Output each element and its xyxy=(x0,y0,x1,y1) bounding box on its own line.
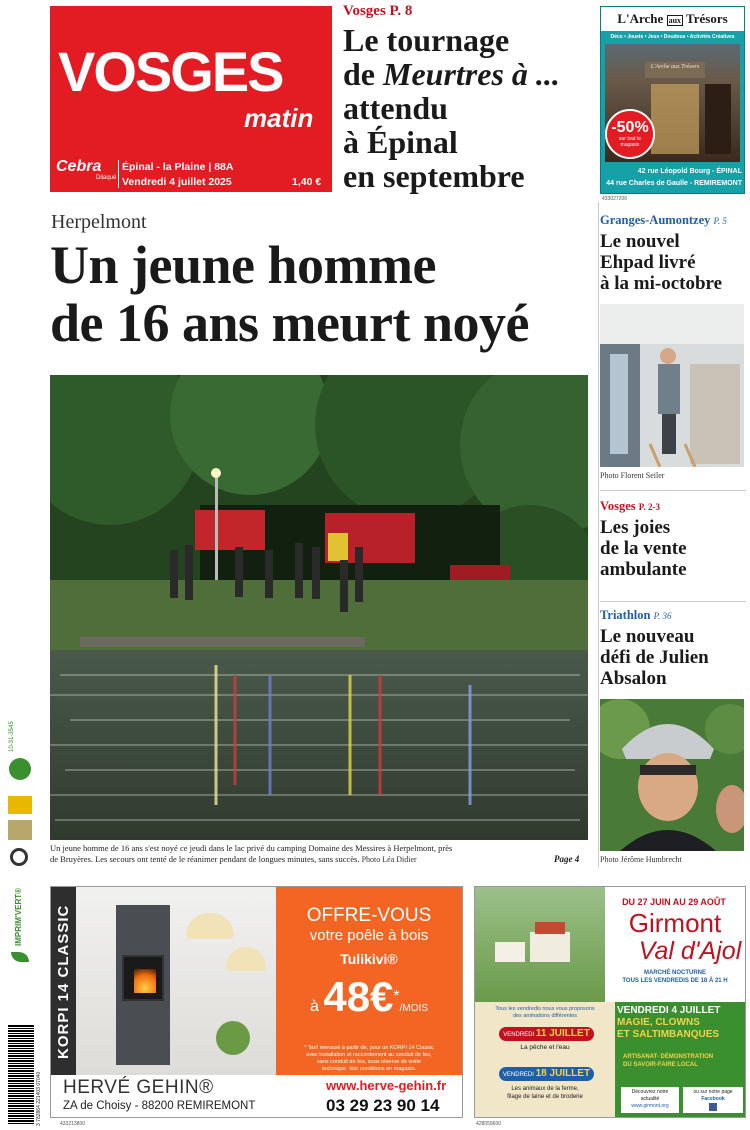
ad-girmont-event-1-text: La pêche et l'eau xyxy=(520,1044,570,1051)
ad-girmont-dates: DU 27 JUIN AU 29 AOÛT xyxy=(622,897,726,907)
ad-poele-brand: Tulikivi® xyxy=(340,951,398,967)
main-photo-credit: Photo Léa Didier xyxy=(361,855,417,864)
ad-girmont-ref: 428059600 xyxy=(476,1121,502,1127)
ad-girmont-discover[interactable]: Découvrez notre actualité www.girmont.org xyxy=(621,1087,679,1113)
spiral-icon xyxy=(10,848,28,866)
top-story-headline: Le tournage de Meurtres à ... attendu à Épinal en septembre xyxy=(343,22,560,194)
ad-arche-title: L'Arche aux Trésors xyxy=(601,7,744,31)
imprim-vert-leaf-icon xyxy=(11,952,29,962)
print-logo xyxy=(8,820,32,840)
sidebar-headline-ehpad: Le nouvel Ehpad livré à la mi-octobre xyxy=(600,231,723,294)
sidebar-headline-absalon: Le nouveau défi de Julien Absalon xyxy=(600,626,709,689)
sidebar-kicker-triathlon: Triathlon xyxy=(600,608,651,622)
ad-poele-ref: 433213800 xyxy=(60,1121,86,1127)
ad-girmont-town: Girmont Val d'Ajol xyxy=(628,908,742,965)
ad-poele-phone[interactable]: 03 29 23 90 14 xyxy=(326,1096,440,1115)
masthead-divider xyxy=(118,160,119,188)
main-story-headline[interactable]: Un jeune homme de 16 ans meurt noyé xyxy=(50,235,529,353)
barcode-number: 3 782864 221403 07040 xyxy=(36,1071,42,1126)
edition-label: Épinal - la Plaine | 88A xyxy=(122,161,234,173)
ad-arche-sign: L'Arche aux Trésors xyxy=(650,64,700,70)
ad-girmont-intro: Tous les vendredis nous vous proposons des animations différentes xyxy=(495,1006,595,1019)
ad-girmont-facebook[interactable]: ou sur notre page Facebook xyxy=(683,1087,743,1113)
ad-girmont-highlight: VENDREDI 4 JUILLET MAGIE, CLOWNS ET SALTIMBANQUES xyxy=(617,1005,721,1040)
sidebar-photo-ehpad[interactable] xyxy=(600,304,744,467)
ad-girmont-market: MARCHÉ NOCTURNE TOUS LES VENDREDIS DE 18 À 21 H xyxy=(622,970,728,984)
masthead-title: VOSGES xyxy=(58,40,283,103)
main-story-photo[interactable] xyxy=(50,375,588,840)
sidebar-page-triathlon: P. 36 xyxy=(653,611,672,621)
ad-arche-tagline: Déco • Jouets • Jeux • Doudous • Activités Créatives xyxy=(610,34,735,40)
ad-girmont-village-photo xyxy=(475,887,605,1002)
imprim-vert-label: IMPRIM'VERT® xyxy=(14,887,23,946)
sidebar-photo-credit-absalon: Photo Jérôme Humbrecht xyxy=(600,855,682,864)
sidebar-photo-credit-ehpad: Photo Florent Seiler xyxy=(600,471,665,480)
masthead[interactable] xyxy=(50,6,332,192)
ad-poele-offer-subtitle: votre poêle à bois xyxy=(309,927,429,944)
top-story-kicker: Vosges P. 8 xyxy=(343,3,413,19)
main-story-caption: Un jeune homme de 16 ans s'est noyé ce jeudi dans le lac privé du camping Domaine des Messires à Herpelmont, près de Bruyères. Les secours ont tenté de le réanimer pendant de longues minutes, sans succès. Photo Léa Didier xyxy=(50,843,453,864)
lamp-icon xyxy=(186,913,234,939)
ad-poele-address: ZA de Choisy - 88200 REMIREMONT xyxy=(63,1100,256,1112)
ad-poele-offer-title: OFFRE-VOUS xyxy=(306,905,432,926)
pefc-logo xyxy=(9,758,31,780)
ad-herve-gehin[interactable] xyxy=(50,886,463,1118)
sidebar-page-vosges: P. 2-3 xyxy=(638,502,660,512)
lake-scene-illustration xyxy=(50,375,588,840)
cebra-logo-sub: Dilaqué xyxy=(96,175,117,181)
ad-arche-ref: 433027200 xyxy=(602,196,628,202)
masthead-subtitle: matin xyxy=(244,103,314,133)
ad-poele-offer-panel xyxy=(276,887,462,1075)
sidebar-rule-1 xyxy=(600,490,746,491)
issue-price: 1,40 € xyxy=(292,176,322,188)
facebook-icon xyxy=(709,1103,717,1111)
plant-icon xyxy=(216,1021,250,1055)
ad-girmont-event-1: VENDREDI 11 JUILLET xyxy=(499,1027,594,1041)
stove-icon xyxy=(116,905,170,1065)
ad-poele-fine-print: * Tarif mensuel à partir de, pour un KORPI 14 Classic avec installation et raccordement au conduit de feu, sans conduit de feu, sous réserve de visite technique. Voir conditions en magasin. xyxy=(304,1045,434,1072)
sidebar-page-granges: P. 5 xyxy=(713,216,727,226)
ad-poele-price: à 48€*/MOIS xyxy=(309,973,428,1020)
ad-girmont-event-2: VENDREDI 18 JUILLET xyxy=(499,1067,594,1081)
ad-girmont-event-2-text: Les animaux de la ferme, filage de laine et de broderie xyxy=(507,1086,583,1100)
sidebar-kicker-vosges: Vosges xyxy=(600,499,636,513)
ad-poele-website[interactable]: www.herve-gehin.fr xyxy=(326,1078,447,1093)
sidebar-story-vente[interactable] xyxy=(600,498,748,580)
ad-arche-aux-tresors[interactable] xyxy=(600,6,745,194)
sidebar-story-ehpad[interactable] xyxy=(600,212,748,294)
ad-arche-address-1: 42 rue Léopold Bourg - ÉPINAL xyxy=(637,168,742,175)
cebra-logo: Cebra xyxy=(56,158,102,175)
sidebar-rule-2 xyxy=(600,601,746,602)
sidebar-headline-vente: Les joies de la vente ambulante xyxy=(600,517,687,580)
main-story-page-ref[interactable]: Page 4 xyxy=(554,854,580,864)
top-story[interactable] xyxy=(343,2,593,193)
ad-poele-vertical-label: KORPI 14 CLASSIC xyxy=(55,904,72,1059)
issue-date: Vendredi 4 juillet 2025 xyxy=(122,176,232,188)
sidebar-kicker-granges: Granges-Aumontzey xyxy=(600,213,711,227)
ad-arche-address-2: 44 rue Charles de Gaulle - REMIREMONT xyxy=(606,180,742,187)
sidebar-photo-absalon[interactable] xyxy=(600,699,744,851)
barcode xyxy=(8,1024,34,1124)
ad-girmont[interactable] xyxy=(474,886,746,1118)
ad-poele-company: HERVÉ GEHIN® xyxy=(63,1077,214,1098)
recycle-logo xyxy=(8,796,32,814)
pefc-code: 10-31-3545 xyxy=(9,721,15,752)
ad-girmont-artisanat: ARTISANAT- DÉMONSTRATION DU SAVOIR-FAIRE LOCAL xyxy=(623,1054,714,1068)
ad-poele-photo xyxy=(76,887,276,1075)
ad-arche-promo-badge: -50% sur tout le magasin xyxy=(605,109,655,159)
sidebar-story-absalon[interactable] xyxy=(600,607,748,689)
top-story-page: P. 8 xyxy=(389,3,413,19)
sidebar-divider xyxy=(598,202,599,867)
main-story-location: Herpelmont xyxy=(51,211,147,233)
